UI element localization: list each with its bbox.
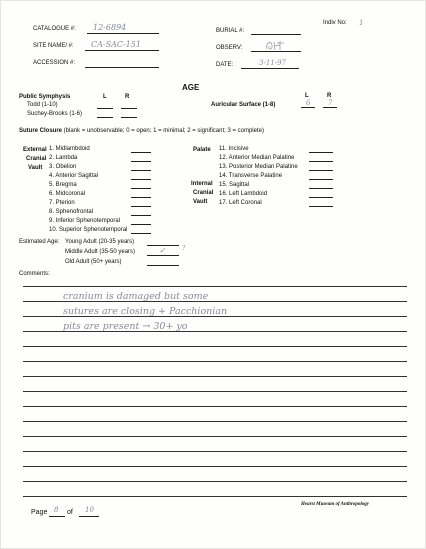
- comment-rule: [23, 391, 407, 392]
- suture-item-transverse-palatine: 14. Transverse Palatine: [219, 173, 283, 179]
- suchey-left-field[interactable]: [97, 117, 113, 118]
- suture-item-posterior-median-palatine: 13. Posterior Median Palatine: [219, 164, 298, 170]
- observer-initials-scribble[interactable]: [263, 39, 285, 53]
- comments-label: Comments:: [19, 271, 50, 277]
- suture-item-anterior-median-palatine: 12. Anterior Median Palatine: [219, 155, 295, 161]
- suture-item-incisive: 11. Incisive: [219, 146, 249, 152]
- internal-label-3: Vault: [193, 199, 208, 205]
- page-number-value[interactable]: 8: [54, 506, 59, 514]
- suture-item-anterior-sagittal: 4. Anterior Sagittal: [49, 173, 99, 179]
- middle-adult-checkmark[interactable]: ✓: [159, 246, 166, 255]
- suture-item-sagittal: 15. Sagittal: [219, 182, 250, 188]
- museum-name: Hearst Museum of Anthropology: [301, 502, 370, 507]
- suture-closure-legend: (blank = unobservable; 0 = open; 1 = minimal; 2 = significant; 3 = complete): [62, 128, 264, 134]
- page-total-field: [79, 516, 99, 517]
- comment-rule: [23, 286, 407, 287]
- old-adult-label: Old Adult (50+ years): [65, 259, 122, 265]
- suture-item-superior-sphenotemporal: 10. Superior Sphenotemporal: [49, 227, 128, 233]
- suture-field-8[interactable]: [131, 215, 151, 216]
- date-value[interactable]: 3-11-97: [259, 59, 286, 67]
- comment-rule: [23, 451, 407, 452]
- indiv-label: Indiv No:: [323, 20, 347, 26]
- suture-item-left-coronal: 17. Left Coronal: [219, 200, 262, 206]
- suture-field-12[interactable]: [309, 161, 333, 162]
- suture-field-1[interactable]: [131, 152, 151, 153]
- site-value[interactable]: CA-SAC-151: [91, 40, 141, 49]
- catalogue-field-line: [87, 33, 159, 34]
- estimate-question-mark: ?: [182, 245, 186, 252]
- suture-item-midlambdoid: 1. Midlambdoid: [49, 146, 90, 152]
- auricular-surface-label: Auricular Surface (1-8): [211, 102, 276, 108]
- catalogue-value[interactable]: 12-6894: [93, 23, 127, 32]
- comment-rule: [23, 346, 407, 347]
- site-field-line: [85, 50, 159, 51]
- external-label-3: Vault: [28, 165, 43, 171]
- auricular-right-field: [323, 107, 337, 108]
- old-adult-field[interactable]: [147, 265, 179, 266]
- suchey-brooks-label: Suchey-Brooks (1-6): [27, 111, 83, 117]
- suture-field-15[interactable]: [309, 188, 333, 189]
- date-label: DATE:: [216, 62, 234, 68]
- suture-item-lambda: 2. Lambda: [49, 155, 78, 161]
- indiv-value[interactable]: 1: [359, 19, 364, 27]
- estimated-age-label: Estimated Age:: [19, 239, 60, 245]
- comment-line-1: cranium is damaged but some: [63, 291, 209, 302]
- auricular-right-header: R: [327, 93, 332, 99]
- accession-label: ACCESSION #:: [33, 60, 76, 66]
- external-label-1: External: [23, 147, 47, 153]
- date-field-line: [241, 68, 299, 69]
- middle-adult-label: Middle Adult (35-50 years): [65, 249, 136, 255]
- suture-item-left-lambdoid: 16. Left Lambdoid: [219, 191, 268, 197]
- suture-item-pterion: 7. Pterion: [49, 200, 75, 206]
- suture-field-3[interactable]: [131, 170, 151, 171]
- suture-field-11[interactable]: [309, 152, 333, 153]
- comment-line-3: pits are present → 30+ yo: [63, 321, 188, 332]
- comment-rule: [23, 376, 407, 377]
- observ-label: OBSERV:: [216, 45, 243, 51]
- suture-item-bregma: 5. Bregma: [49, 182, 77, 188]
- comment-rule: [23, 481, 407, 482]
- auricular-left-field: [301, 107, 315, 108]
- comment-line-2: sutures are closing + Pacchionian: [63, 306, 228, 317]
- suture-field-5[interactable]: [131, 188, 151, 189]
- suture-field-2[interactable]: [131, 161, 151, 162]
- pubic-symphysis-title: Public Symphysis: [19, 94, 71, 100]
- auricular-right-value[interactable]: 7: [328, 99, 333, 107]
- page-of-label: of: [67, 509, 73, 516]
- suture-item-obelion: 3. Obelion: [49, 164, 77, 170]
- suture-field-7[interactable]: [131, 206, 151, 207]
- suture-field-10[interactable]: [131, 233, 151, 234]
- comment-rule: [23, 406, 407, 407]
- todd-left-field[interactable]: [97, 108, 113, 109]
- page-total-value[interactable]: 10: [85, 506, 94, 514]
- catalogue-label: CATALOGUE #:: [33, 26, 76, 32]
- burial-label: BURIAL #:: [216, 28, 245, 34]
- suture-item-midcoronal: 6. Midcoronal: [49, 191, 86, 197]
- external-label-2: Cranial: [26, 156, 47, 162]
- todd-label: Todd (1-10): [27, 102, 58, 108]
- comment-rule: [23, 466, 407, 467]
- suture-field-9[interactable]: [131, 224, 151, 225]
- page-label: Page: [31, 509, 48, 516]
- suture-field-6[interactable]: [131, 197, 151, 198]
- page-number-field: [49, 516, 65, 517]
- comment-rule: [23, 496, 407, 497]
- suture-item-inferior-sphenotemporal: 9. Inferior Sphenotemporal: [49, 218, 121, 224]
- suture-field-13[interactable]: [309, 170, 333, 171]
- internal-label-2: Cranial: [193, 190, 214, 196]
- young-adult-label: Young Adult (20-35 years): [65, 239, 135, 245]
- pubic-left-header: L: [103, 94, 107, 100]
- pubic-right-header: R: [125, 94, 130, 100]
- comment-rule: [23, 361, 407, 362]
- suchey-right-field[interactable]: [121, 117, 137, 118]
- middle-adult-field: [147, 255, 179, 256]
- comment-rule: [23, 436, 407, 437]
- suture-field-4[interactable]: [131, 179, 151, 180]
- auricular-left-value[interactable]: 6: [306, 99, 311, 107]
- site-label: SITE NAME/ #:: [33, 43, 74, 49]
- suture-closure-title: Suture Closure: [19, 128, 63, 134]
- suture-field-14[interactable]: [309, 179, 333, 180]
- suture-field-17[interactable]: [309, 206, 333, 207]
- todd-right-field[interactable]: [121, 108, 137, 109]
- suture-field-16[interactable]: [309, 197, 333, 198]
- suture-closure-heading: [19, 128, 264, 135]
- suture-item-sphenofrontal: 8. Sphenofrontal: [49, 209, 94, 215]
- palate-label: Palate: [193, 147, 211, 153]
- burial-field-line[interactable]: [251, 34, 301, 35]
- accession-field-line[interactable]: [85, 67, 159, 68]
- auricular-left-header: L: [305, 93, 309, 99]
- comment-rule: [23, 421, 407, 422]
- internal-label-1: Internal: [191, 181, 213, 187]
- age-section-title: AGE: [182, 83, 200, 92]
